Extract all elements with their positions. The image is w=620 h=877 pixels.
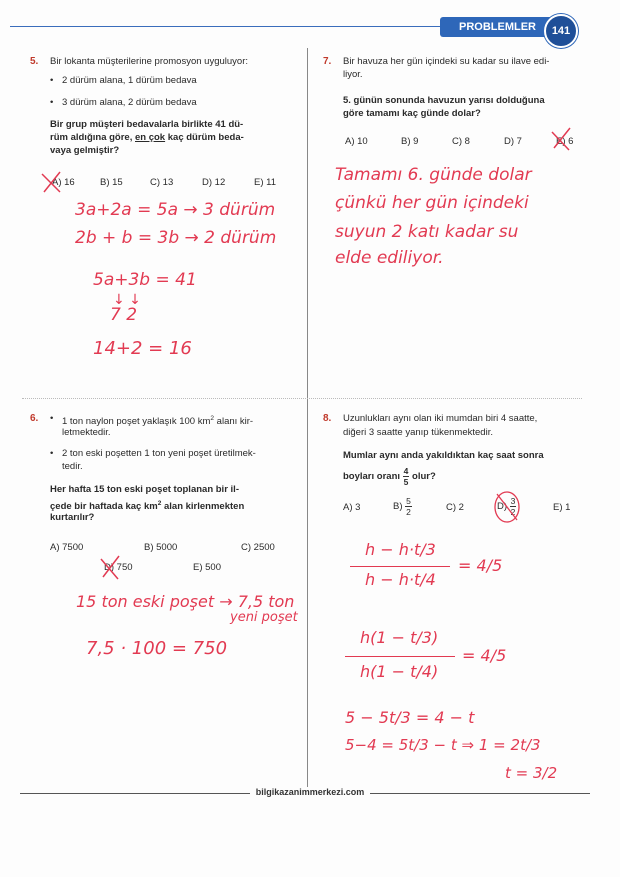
q8-question-line-1: Mumlar aynı anda yakıldıktan kaç saat sonra: [343, 450, 544, 461]
q6-option-e[interactable]: E) 500: [193, 562, 221, 573]
q8-option-e[interactable]: E) 1: [553, 502, 571, 513]
q8-work-4: h(1 − t/3): [360, 628, 439, 647]
q5-work-3: 5a+3b = 41: [93, 270, 197, 290]
q8-option-b[interactable]: B) $\frac{5}{2}$: [393, 496, 411, 517]
q6-bullet-2-cont: tedir.: [62, 461, 83, 472]
q5-bullet-1: • 2 dürüm alana, 1 dürüm bedava: [62, 74, 197, 87]
q7-question-line-1: 5. günün sonunda havuzun yarısı dolduğuna: [343, 95, 545, 106]
q6-question-line-3: kurtarılır?: [50, 512, 95, 523]
q8-answer-mark-icon: [492, 490, 522, 524]
q6-option-a[interactable]: A) 7500: [50, 542, 84, 553]
footer-site: bilgikazanimmerkezi.com: [0, 787, 620, 797]
q7-option-c[interactable]: C) 8: [452, 136, 470, 147]
q8-question-line-2: boyları oranı $\frac{4}{5}$ olur?: [343, 466, 436, 487]
q7-work-4: elde ediliyor.: [335, 248, 444, 268]
q6-work-1: 15 ton eski poşet → 7,5 ton: [76, 592, 295, 611]
q7-option-e[interactable]: E) 6: [556, 136, 574, 147]
q8-work-fraction-bar-2: [345, 656, 455, 657]
section-title: PROBLEMLER: [440, 17, 558, 37]
q6-question-line-2: çede bir haftada kaç $km^2$ alan kirlenmekten: [50, 500, 245, 513]
q5-work-1: 3a+2a = 5a → 3 dürüm: [75, 200, 276, 220]
q8-option-c[interactable]: C) 2: [446, 502, 464, 513]
q5-option-a[interactable]: A) 16: [52, 177, 75, 188]
q8-line-1: Uzunlukları aynı olan iki mumdan biri 4 saatte,: [343, 413, 538, 424]
q6-number: 6.: [30, 413, 39, 424]
q7-work-3: suyun 2 katı kadar su: [335, 222, 519, 242]
q6-bullet-2: • 2 ton eski poşetten 1 ton yeni poşet üretilmek-: [62, 447, 256, 460]
q7-work-1: Tamamı 6. günde dolar: [335, 165, 532, 185]
q7-question-line-2: göre tamamı kaç günde dolar?: [343, 108, 481, 119]
q8-work-fraction-bar-1: [350, 566, 450, 567]
page-number: 141: [544, 14, 578, 48]
q5-option-e[interactable]: E) 11: [254, 177, 277, 188]
q6-option-c[interactable]: C) 2500: [241, 542, 275, 553]
q5-question-line-2: rüm aldığına göre, en çok kaç dürüm beda-: [50, 132, 244, 143]
q7-work-2: çünkü her gün içindeki: [335, 193, 529, 213]
q5-question-line-3: vaya gelmiştir?: [50, 145, 120, 156]
q8-work-3: = 4/5: [458, 556, 503, 575]
q5-work-6: 14+2 = 16: [93, 338, 192, 359]
q5-number: 5.: [30, 56, 39, 67]
q8-line-2: diğeri 3 saatte yanıp tükenmektedir.: [343, 427, 493, 438]
q8-work-6: = 4/5: [462, 646, 507, 665]
column-divider: [307, 48, 308, 793]
q8-work-7: 5 − 5t/3 = 4 − t: [345, 708, 475, 727]
q5-work-4: ↓ ↓: [113, 292, 141, 308]
q5-work-2: 2b + b = 3b → 2 dürüm: [75, 228, 277, 248]
q7-line-2: liyor.: [343, 69, 363, 80]
q8-work-2: h − h·t/4: [365, 570, 436, 589]
q7-option-b[interactable]: B) 9: [401, 136, 419, 147]
q6-bullet-1: • 1 ton naylon poşet yaklaşık 100 $km^2$ alanı kir-: [62, 412, 253, 428]
q7-option-d[interactable]: D) 7: [504, 136, 522, 147]
q6-bullet-1-cont: letmektedir.: [62, 427, 111, 438]
q5-option-c[interactable]: C) 13: [150, 177, 174, 188]
q7-option-a[interactable]: A) 10: [345, 136, 368, 147]
q5-work-5: 7 2: [110, 305, 138, 325]
q8-work-8: 5−4 = 5t/3 − t ⇒ 1 = 2t/3: [345, 736, 541, 754]
q8-number: 8.: [323, 413, 332, 424]
q6-option-b[interactable]: B) 5000: [144, 542, 178, 553]
row-divider: [22, 398, 582, 399]
q5-bullet-2: • 3 dürüm alana, 2 dürüm bedava: [62, 96, 197, 109]
q8-ratio-fraction: $\frac{4}{5}$: [403, 466, 409, 487]
q5-question-line-1: Bir grup müşteri bedavalarla birlikte 41 dü-: [50, 119, 244, 130]
q5-answer-mark-icon: [38, 168, 66, 196]
q6-option-d[interactable]: D) 750: [104, 562, 133, 573]
q5-option-d[interactable]: D) 12: [202, 177, 226, 188]
q7-line-1: Bir havuza her gün içindeki su kadar su ilave edi-: [343, 56, 550, 67]
q8-option-a[interactable]: A) 3: [343, 502, 361, 513]
q8-work-9: t = 3/2: [505, 764, 558, 782]
q5-option-b[interactable]: B) 15: [100, 177, 123, 188]
q6-question-line-1: Her hafta 15 ton eski poşet toplanan bir il-: [50, 484, 239, 495]
q8-work-1: h − h·t/3: [365, 540, 436, 559]
q6-answer-mark-icon: [98, 553, 124, 581]
q6-work-2: yeni poşet: [230, 610, 298, 625]
q6-work-3: 7,5 · 100 = 750: [86, 638, 228, 659]
q8-work-5: h(1 − t/4): [360, 662, 439, 681]
q7-answer-mark-icon: [549, 126, 575, 152]
q8-option-d[interactable]: D) $\frac{3}{2}$: [497, 496, 516, 517]
q5-intro: Bir lokanta müşterilerine promosyon uyguluyor:: [50, 56, 249, 67]
q7-number: 7.: [323, 56, 332, 67]
